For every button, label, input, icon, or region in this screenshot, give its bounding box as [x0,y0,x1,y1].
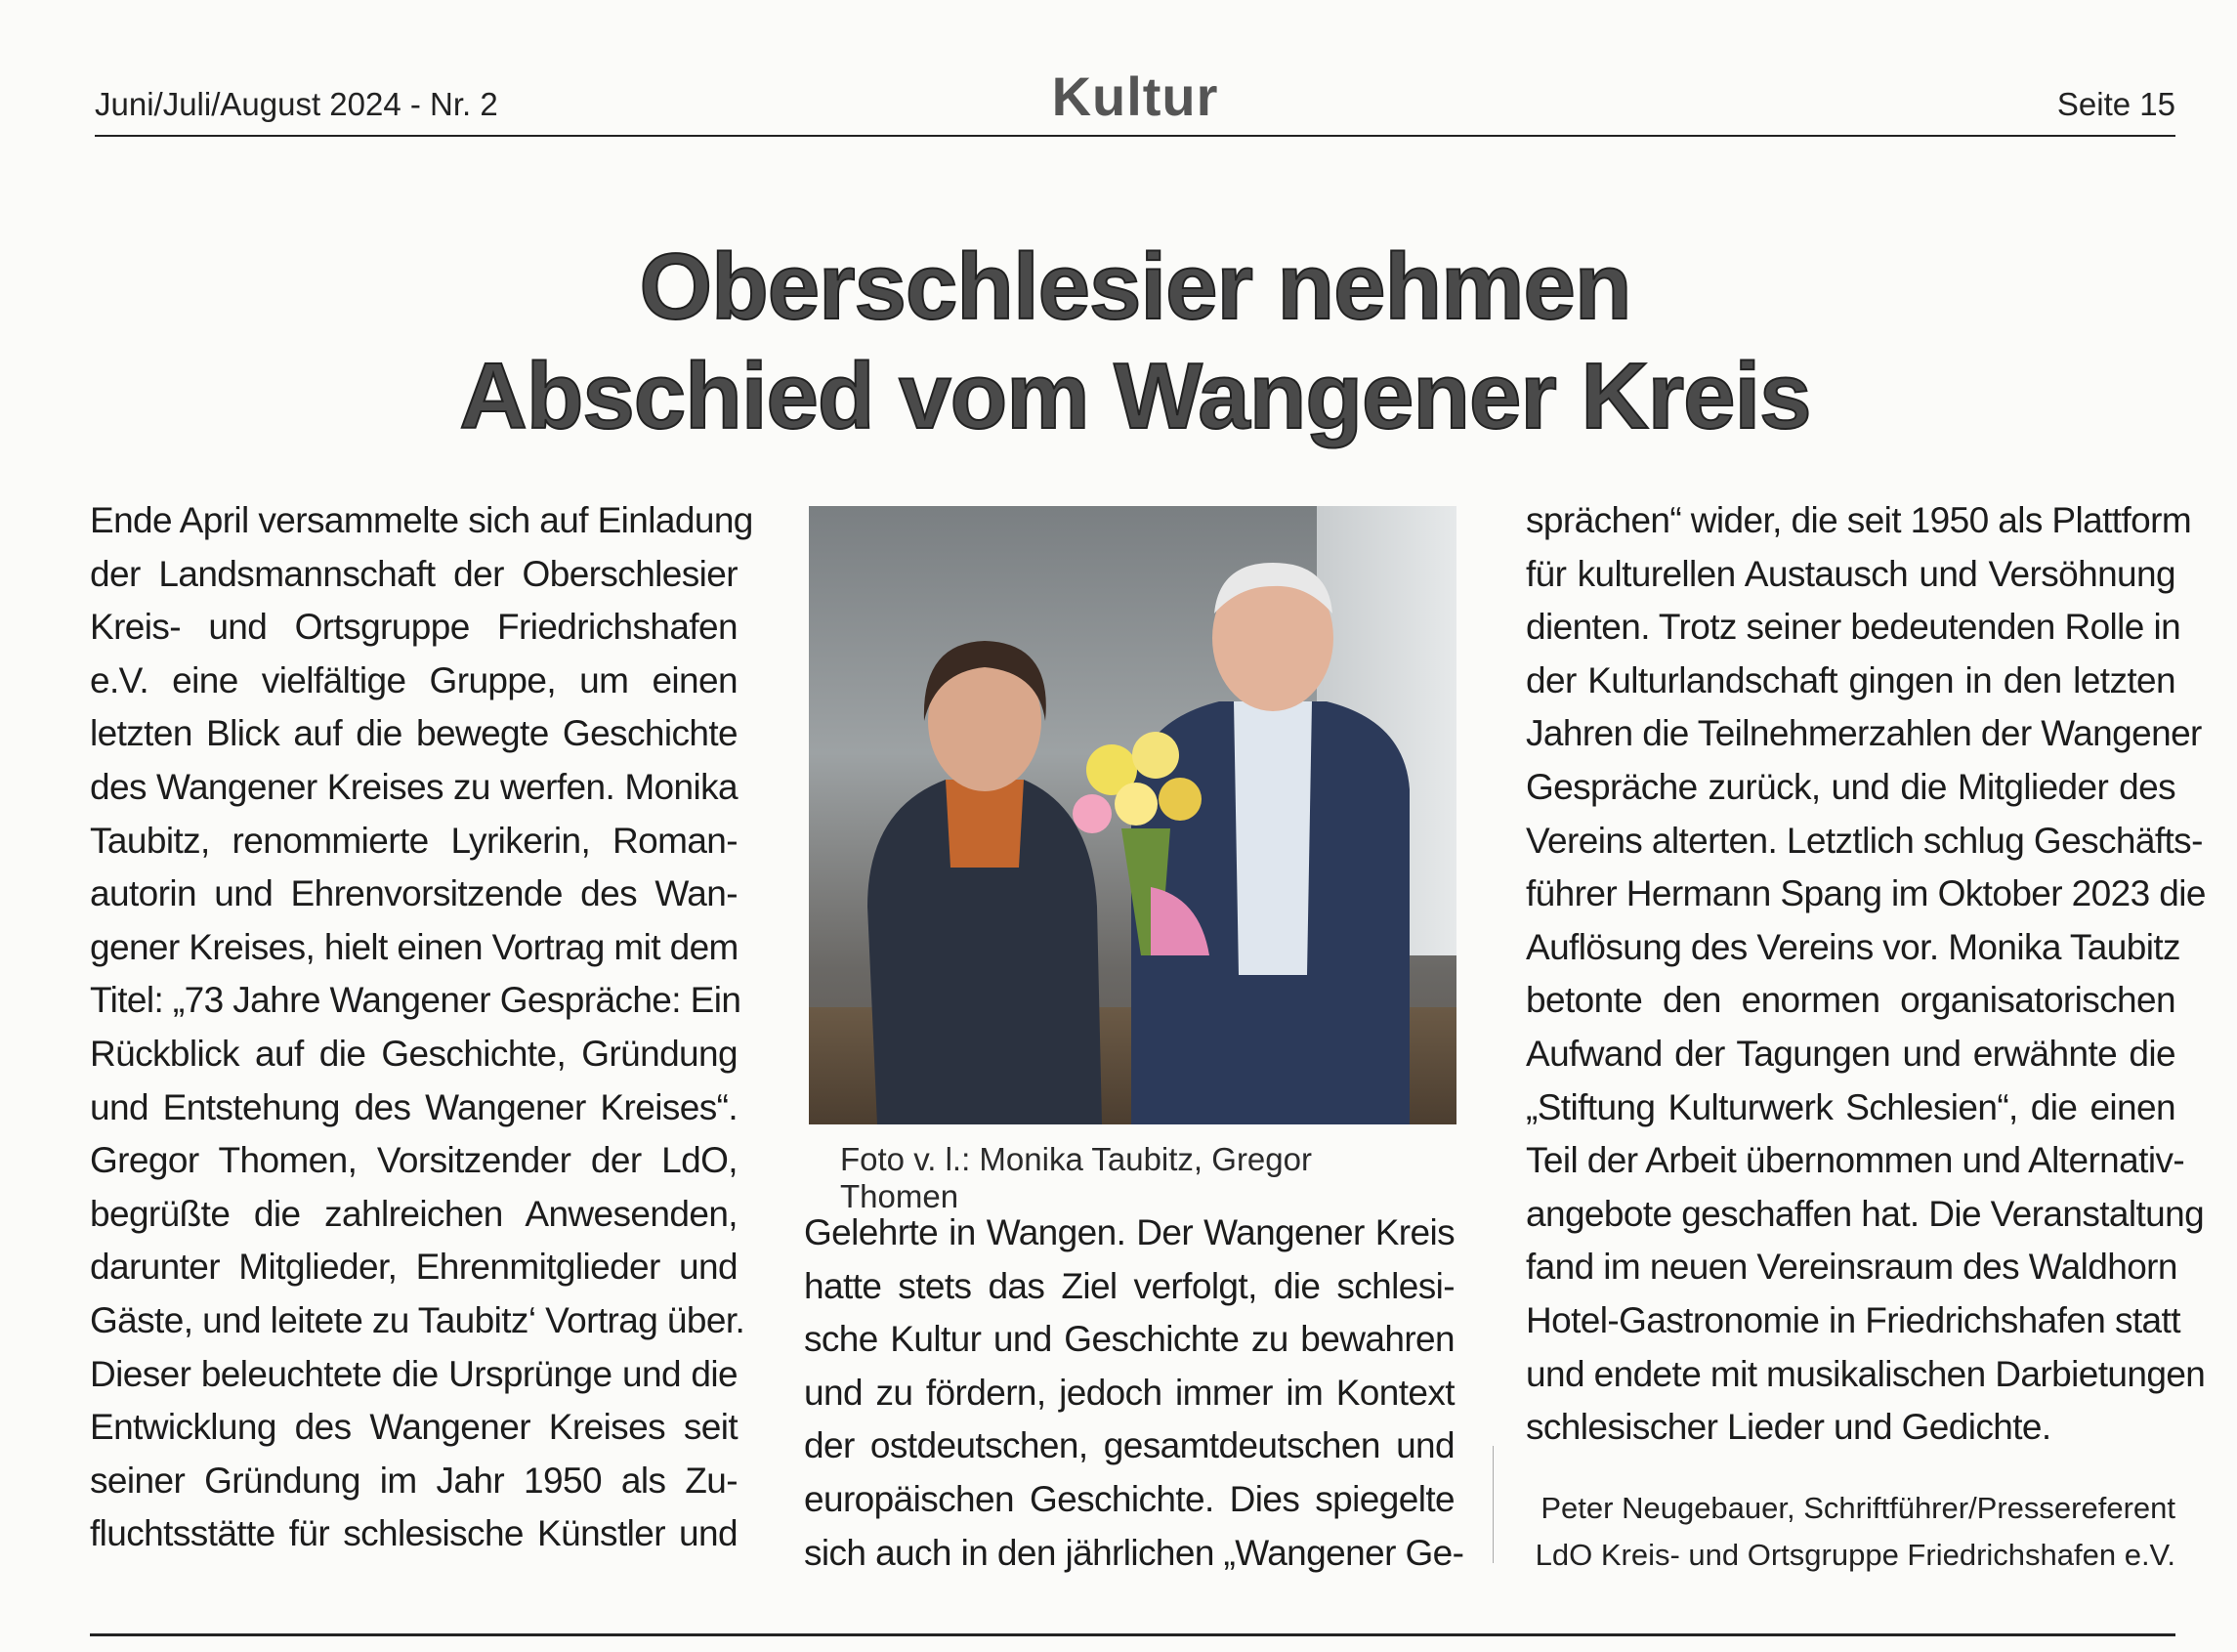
section-title: Kultur [1051,65,1219,127]
column-line: Kreis- und Ortsgruppe Friedrichshafen [90,607,738,648]
column-line: der Kulturlandschaft gingen in den letzten [1526,659,2175,700]
issue-label: Juni/Juli/August 2024 - Nr. 2 [95,86,498,122]
column-line: des Wangener Kreises zu werfen. Monika [90,766,738,807]
column-line: sprächen“ wider, die seit 1950 als Plattform [1526,500,2192,540]
column-line: und Entstehung des Wangener Kreises“. [90,1086,738,1127]
column-line: begrüßte die zahlreichen Anwesenden, [90,1193,738,1234]
column-line: autorin und Ehrenvorsitzende des Wan- [90,873,738,914]
column-line: dienten. Trotz seiner bedeutenden Rolle in [1526,607,2181,648]
column-line: Aufwand der Tagungen und erwähnte die [1526,1033,2175,1074]
column-line: Rückblick auf die Geschichte, Gründung [90,1033,738,1074]
page-header [95,64,2175,143]
column-line: Dieser beleuchtete die Ursprünge und die [90,1353,738,1394]
column-line: darunter Mitglieder, Ehrenmitglieder und [90,1247,738,1288]
column-line: Gregor Thomen, Vorsitzender der LdO, [90,1140,738,1181]
column-line: sche Kultur und Geschichte zu bewahren [804,1319,1455,1360]
column-line: Jahren die Teilnehmerzahlen der Wangener [1526,713,2202,754]
page-number: Seite 15 [2056,86,2175,122]
footer-divider [90,1633,2175,1636]
column-line: „Stiftung Kulturwerk Schlesien“, die einen [1526,1086,2175,1127]
column-line: Teil der Arbeit übernommen und Alternativ- [1526,1140,2185,1181]
column-line: sich auch in den jährlichen „Wangener Ge- [804,1532,1464,1573]
signature-line-2: LdO Kreis- und Ortsgruppe Friedrichshafen e.V. [1535,1538,2175,1572]
column-line: Titel: „73 Jahre Wangener Gespräche: Ein [90,980,741,1021]
article-column-3 [1526,494,2206,1455]
column-line: gener Kreises, hielt einen Vortrag mit dem [90,926,739,967]
column-line: Taubitz, renommierte Lyrikerin, Roman- [90,820,738,861]
column-line: hatte stets das Ziel verfolgt, die schlesi- [804,1265,1455,1306]
column-line: fand im neuen Vereinsraum des Waldhorn [1526,1247,2177,1288]
column-divider [1493,1446,1494,1563]
column-line: Hotel-Gastronomie in Friedrichshafen statt [1526,1299,2180,1340]
article-photo [809,506,1456,1124]
column-line: und zu fördern, jedoch immer im Kontext [804,1372,1455,1413]
header-divider [95,135,2175,137]
article-column-2 [804,1207,1464,1580]
column-line: für kulturellen Austausch und Versöhnung [1526,553,2175,594]
article-headline [95,233,2175,451]
column-line: Gäste, und leitete zu Taubitz‘ Vortrag über. [90,1299,745,1340]
column-line: der Landsmannschaft der Oberschlesier [90,553,738,594]
column-line: der ostdeutschen, gesamtdeutschen und [804,1425,1455,1466]
column-line: letzten Blick auf die bewegte Geschichte [90,713,738,754]
headline-line-2: Abschied vom Wangener Kreis [459,344,1811,448]
column-line: führer Hermann Spang im Oktober 2023 die [1526,873,2206,914]
column-line: Auflösung des Vereins vor. Monika Taubitz [1526,926,2180,967]
column-line: seiner Gründung im Jahr 1950 als Zu- [90,1460,738,1501]
photo-flower-bouquet [1053,711,1219,955]
column-line: Gelehrte in Wangen. Der Wangener Kreis [804,1212,1455,1252]
column-line: Ende April versammelte sich auf Einladung [90,500,753,540]
column-line: angebote geschaffen hat. Die Veranstaltung [1526,1193,2205,1234]
column-line: e.V. eine vielfältige Gruppe, um einen [90,659,738,700]
column-line: schlesischer Lieder und Gedichte. [1526,1407,2051,1448]
column-line: europäischen Geschichte. Dies spiegelte [804,1478,1455,1519]
column-line: betonte den enormen organisatorischen [1526,980,2175,1021]
column-line: und endete mit musikalischen Darbietungen [1526,1353,2206,1394]
column-line: fluchtsstätte für schlesische Künstler und [90,1513,738,1554]
signature-line-1: Peter Neugebauer, Schriftführer/Pressereferent [1541,1491,2175,1525]
photo-caption: Foto v. l.: Monika Taubitz, Gregor Thomen [840,1141,1312,1214]
column-line: Gespräche zurück, und die Mitglieder des [1526,766,2175,807]
headline-line-1: Oberschlesier nehmen [639,234,1631,339]
article-signature [1526,1485,2175,1579]
article-column-1 [90,494,753,1561]
column-line: Entwicklung des Wangener Kreises seit [90,1407,738,1448]
column-line: Vereins alterten. Letztlich schlug Geschäfts- [1526,820,2203,861]
